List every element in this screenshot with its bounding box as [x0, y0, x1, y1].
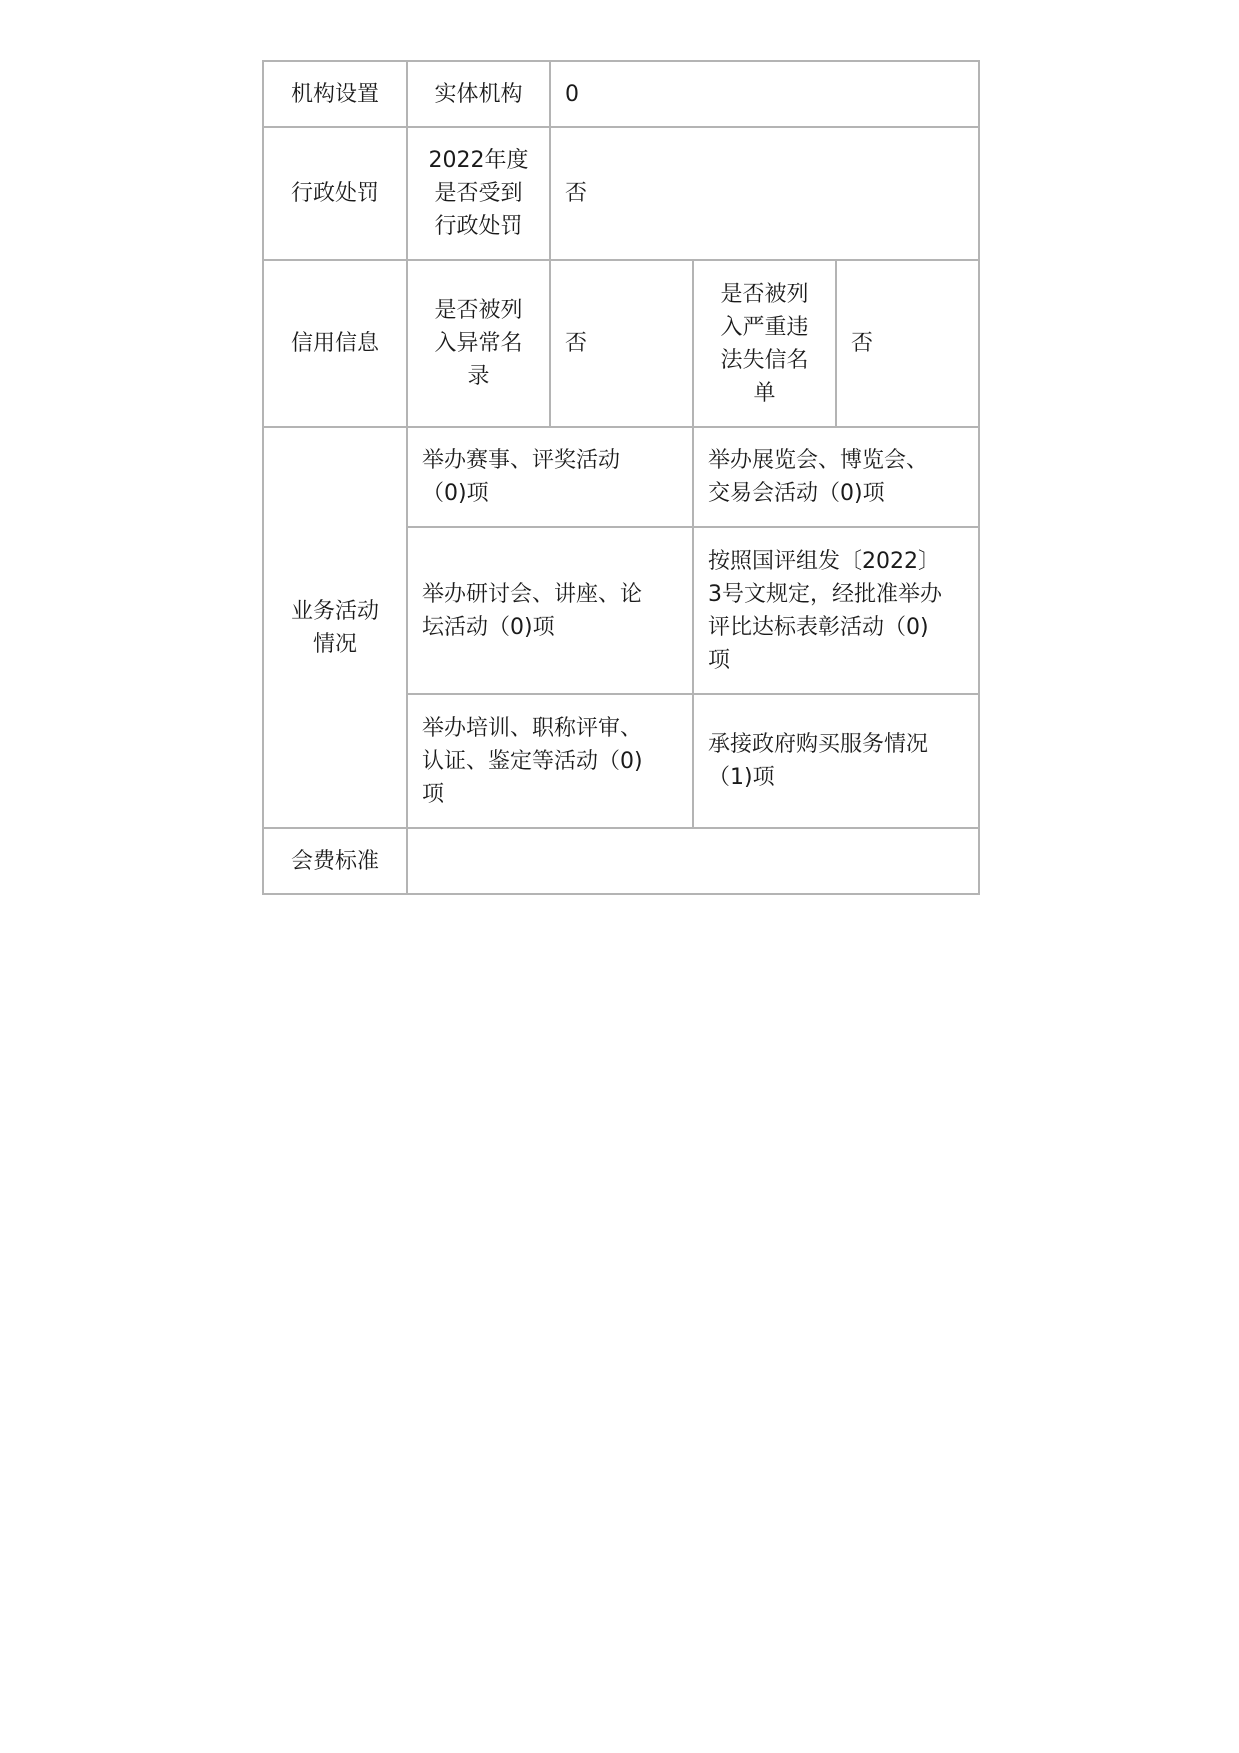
business-item-competition	[407, 427, 693, 527]
business-item-line: 举办赛事、评奖活动	[422, 448, 621, 473]
business-item-line: 承接政府购买服务情况	[708, 732, 929, 757]
serious-list-question	[693, 260, 836, 427]
row-admin-penalty	[263, 127, 979, 260]
business-activity-label	[263, 427, 407, 828]
business-item-line: （0)项	[422, 481, 489, 506]
row-org-setup	[263, 61, 979, 127]
business-item-line: 举办研讨会、讲座、论	[422, 581, 643, 607]
business-label-line: 情况	[312, 631, 357, 657]
penalty-value: 否	[550, 127, 979, 260]
business-item-line: 项	[708, 647, 731, 673]
business-item-line: （1)项	[708, 765, 775, 790]
serious-list-value: 否	[836, 260, 979, 427]
abnormal-list-value: 否	[550, 260, 693, 427]
business-item-seminar	[407, 527, 693, 694]
business-item-line: 项	[422, 781, 445, 807]
abnormal-list-line: 入异常名	[434, 331, 523, 356]
business-item-line: 举办展览会、博览会、	[708, 448, 929, 473]
penalty-question-line: 2022年度	[428, 148, 529, 173]
entity-org-label: 实体机构	[407, 61, 550, 127]
business-item-gov-purchase	[693, 694, 979, 828]
business-label-line: 业务活动	[290, 598, 379, 624]
penalty-question	[407, 127, 550, 260]
business-item-line: 按照国评组发〔2022〕	[708, 548, 940, 574]
business-item-exhibition	[693, 427, 979, 527]
serious-list-line: 是否被列	[720, 281, 809, 307]
row-credit-info	[263, 260, 979, 427]
entity-org-value: 0	[550, 61, 979, 127]
business-item-training	[407, 694, 693, 828]
membership-fee-value	[407, 828, 979, 894]
abnormal-list-line: 是否被列	[434, 298, 523, 323]
admin-penalty-label: 行政处罚	[263, 127, 407, 260]
row-business-1	[263, 427, 979, 527]
abnormal-list-question	[407, 260, 550, 427]
penalty-question-line: 是否受到	[434, 181, 523, 206]
business-item-line: 认证、鉴定等活动（0)	[422, 748, 643, 774]
penalty-question-line: 行政处罚	[434, 214, 523, 239]
business-item-line: 评比达标表彰活动（0)	[708, 614, 929, 640]
org-setup-label: 机构设置	[263, 61, 407, 127]
business-item-line: 举办培训、职称评审、	[422, 715, 643, 741]
business-item-line: 交易会活动（0)项	[708, 481, 885, 506]
credit-info-label: 信用信息	[263, 260, 407, 427]
row-membership-fee	[263, 828, 979, 894]
business-item-line: 坛活动（0)项	[422, 614, 555, 640]
business-item-commendation	[693, 527, 979, 694]
membership-fee-label: 会费标准	[263, 828, 407, 894]
business-item-line: 3号文规定，经批准举办	[708, 581, 942, 607]
serious-list-line: 法失信名	[720, 347, 809, 373]
abnormal-list-line: 录	[467, 364, 490, 389]
serious-list-line: 单	[753, 380, 776, 406]
org-info-table	[262, 60, 980, 895]
serious-list-line: 入严重违	[720, 314, 809, 340]
